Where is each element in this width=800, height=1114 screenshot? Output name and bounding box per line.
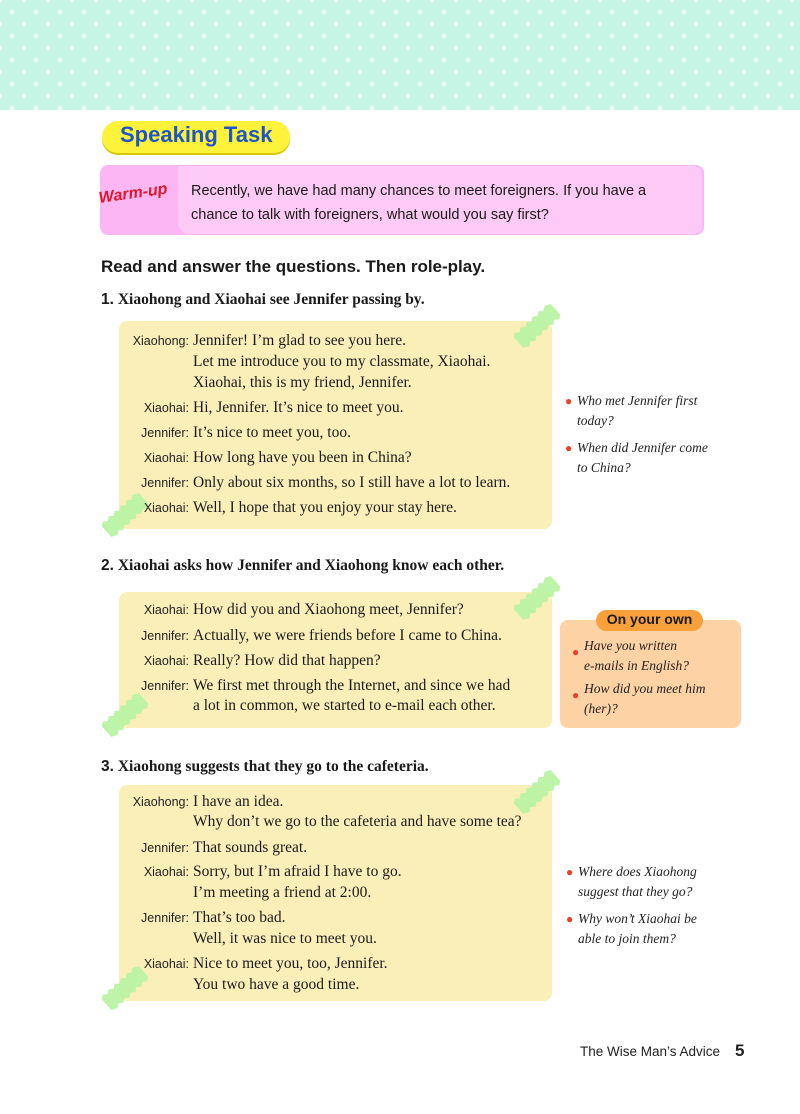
dialog-line (119, 499, 559, 519)
question-line: able to join them? (578, 931, 676, 946)
speech-text: That’s too bad. (193, 909, 286, 926)
speech-text: Actually, we were friends before I came to China. (193, 627, 502, 644)
question-line: suggest that they go? (578, 884, 693, 899)
speech-continuation: Why don’t we go to the cafeteria and have some tea? (193, 813, 522, 830)
speech-text: Hi, Jennifer. It’s nice to meet you. (193, 399, 404, 416)
header-pattern-band (0, 0, 800, 110)
on-your-own-question (572, 636, 744, 676)
dialog-line (119, 839, 559, 859)
section-title-text: Xiaohong suggests that they go to the cafeteria. (117, 758, 429, 775)
speech-text: Nice to meet you, too, Jennifer. (193, 955, 388, 972)
speaker-label: Xiaohong: (132, 795, 189, 809)
speaker-label: Jennifer: (141, 476, 189, 490)
speaker-label: Xiaohai: (143, 603, 189, 617)
speech-text: How did you and Xiaohong meet, Jennifer? (193, 601, 464, 618)
question-line: Who met Jennifer first (577, 393, 698, 408)
dialog-line (119, 399, 559, 419)
question-line: today? (577, 413, 614, 428)
question-line: (her)? (584, 701, 618, 716)
speech-text: How long have you been in China? (193, 449, 412, 466)
dialog-line (119, 909, 559, 929)
speech-continuation: Xiaohai, this is my friend, Jennifer. (193, 374, 412, 391)
bullet-icon: ● (566, 912, 574, 926)
speech-text: Well, I hope that you enjoy your stay here. (193, 499, 457, 516)
on-your-own-question (572, 679, 744, 719)
section-title (101, 557, 504, 575)
speaker-label: Xiaohai: (143, 501, 189, 515)
speaker-label: Jennifer: (141, 629, 189, 643)
comprehension-question (565, 438, 737, 478)
dialog-line (119, 955, 559, 975)
bullet-icon: ● (565, 441, 573, 455)
instruction-heading: Read and answer the questions. Then role-play. (101, 257, 486, 276)
dialog-line (119, 601, 559, 621)
bullet-icon: ● (565, 394, 573, 408)
speaking-task-tag (102, 121, 290, 153)
speaking-task-label: Speaking Task (120, 122, 273, 147)
section-title (101, 291, 425, 309)
speaker-label: Xiaohai: (143, 865, 189, 879)
speech-continuation: You two have a good time. (193, 976, 360, 993)
dialog-line (119, 677, 559, 697)
speech-text: I have an idea. (193, 793, 284, 810)
dialog-line (119, 332, 559, 352)
on-your-own-label: On your own (606, 611, 693, 627)
speaker-label: Xiaohai: (143, 451, 189, 465)
dialog-line (119, 449, 559, 469)
speech-text: Really? How did that happen? (193, 652, 381, 669)
dialog-line (119, 424, 559, 444)
speech-text: We first met through the Internet, and since we had (193, 677, 511, 694)
speaker-label: Xiaohong: (132, 334, 189, 348)
speech-continuation: a lot in common, we started to e-mail each other. (193, 697, 496, 714)
warm-up-line: chance to talk with foreigners, what would you say first? (191, 207, 549, 223)
dialog-line (119, 863, 559, 883)
question-line: Where does Xiaohong (578, 864, 697, 879)
speaker-label: Xiaohai: (143, 957, 189, 971)
speech-continuation: I’m meeting a friend at 2:00. (193, 884, 372, 901)
bullet-icon: ● (566, 865, 574, 879)
dialog-line (119, 793, 559, 813)
section-title-text: Xiaohai asks how Jennifer and Xiaohong know each other. (117, 557, 505, 574)
dialog-line (119, 474, 559, 494)
warm-up-label: Warm-up (97, 180, 169, 207)
speech-text: That sounds great. (193, 839, 308, 856)
question-line: When did Jennifer come (577, 440, 708, 455)
question-line: e-mails in English? (584, 658, 689, 673)
page-number: 5 (735, 1041, 745, 1060)
comprehension-question (565, 391, 737, 431)
section-title-text: Xiaohong and Xiaohai see Jennifer passing by. (117, 291, 425, 308)
speaker-label: Jennifer: (141, 679, 189, 693)
on-your-own-tag (596, 610, 703, 631)
dialog-line (119, 627, 559, 647)
footer-book-title: The Wise Man’s Advice (580, 1044, 721, 1059)
speaker-label: Xiaohai: (143, 654, 189, 668)
speech-text: Only about six months, so I still have a lot to learn. (193, 474, 511, 491)
warm-up-line: Recently, we have had many chances to meet foreigners. If you have a (191, 183, 647, 199)
dialog-line (119, 652, 559, 672)
section-number: 3. (101, 758, 114, 775)
speaker-label: Xiaohai: (143, 401, 189, 415)
speaker-label: Jennifer: (141, 426, 189, 440)
speech-text: It’s nice to meet you, too. (193, 424, 351, 441)
warm-up-text (191, 179, 691, 227)
speaker-label: Jennifer: (141, 911, 189, 925)
speech-continuation: Well, it was nice to meet you. (193, 930, 377, 947)
comprehension-question (566, 909, 738, 949)
section-number: 2. (101, 557, 114, 574)
speech-text: Jennifer! I’m glad to see you here. (193, 332, 407, 349)
question-line: Have you written (584, 638, 677, 653)
speaker-label: Jennifer: (141, 841, 189, 855)
section-title (101, 758, 429, 776)
speech-continuation: Let me introduce you to my classmate, Xiaohai. (193, 353, 491, 370)
bullet-icon: ● (572, 645, 580, 659)
speech-text: Sorry, but I’m afraid I have to go. (193, 863, 402, 880)
comprehension-question (566, 862, 738, 902)
question-line: How did you meet him (584, 681, 706, 696)
question-line: Why won’t Xiaohai be (578, 911, 697, 926)
section-number: 1. (101, 291, 114, 308)
bullet-icon: ● (572, 688, 580, 702)
question-line: to China? (577, 460, 631, 475)
